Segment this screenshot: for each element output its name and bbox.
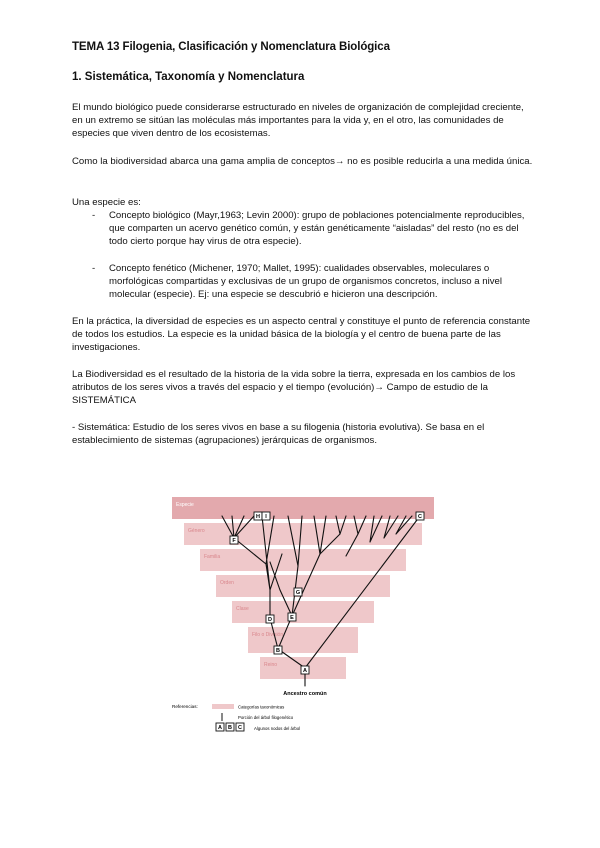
- level-label-familia: Familia: [204, 554, 221, 560]
- paragraph-systematics: - Sistemática: Estudio de los seres vivos en base a su filogenia (historia evolutiva). Se basa en el establecimiento de sistemas (agrupaciones) jerárquicas de organismos.: [72, 422, 485, 446]
- species-concept-list: [72, 209, 534, 248]
- paragraph-species-lead: Una especie es:: [72, 197, 141, 208]
- tree-node-f: [230, 536, 238, 544]
- list-bullet: -: [92, 210, 96, 221]
- list-item-text: Concepto fenético (Michener, 1970; Mallet, 1995): cualidades observables, moleculares o morfológicas compartidas y exclusivas de un grupo de organismos concretos, incluso a nivel molecular (especie). Ej: una especie se descubrió e hicieron una descripción.: [109, 263, 503, 300]
- paragraph-biodiversity-measure: Como la biodiversidad abarca una gama amplia de conceptos→ no es posible reducirla a una medida única.: [72, 156, 533, 167]
- phylogenetic-tree-figure: [170, 494, 436, 744]
- tree-node-label: D: [268, 617, 272, 624]
- tree-node-label: C: [418, 514, 422, 521]
- tree-node-label: G: [295, 590, 301, 597]
- legend-node-box-b: [226, 723, 234, 731]
- band-filo: [248, 627, 358, 653]
- phylogenetic-tree-svg: [170, 494, 436, 744]
- legend-node-box-c: [236, 723, 244, 731]
- level-label-especie: Especie: [176, 502, 194, 508]
- level-label-orden: Orden: [220, 580, 234, 586]
- tree-node-h: [254, 512, 262, 520]
- legend-band-swatch: [212, 704, 234, 709]
- list-item: [72, 209, 534, 248]
- legend-item-branch: Porción del árbol filogenético: [238, 715, 294, 720]
- legend-node-box-a: [216, 723, 224, 731]
- level-label-clase: Clase: [236, 606, 249, 612]
- tree-node-d: [266, 615, 274, 623]
- legend-node-boxes: [216, 723, 244, 731]
- list-item: [72, 262, 534, 301]
- section-heading: 1. Sistemática, Taxonomía y Nomenclatura: [72, 71, 305, 83]
- tree-node-label: B: [276, 648, 280, 655]
- svg-text:A: A: [218, 725, 222, 732]
- tree-node-c: [416, 512, 424, 520]
- legend-title: Referencias:: [172, 704, 198, 709]
- band-especie: [172, 497, 434, 519]
- legend-item-nodes: Algunos nodos del árbol: [254, 726, 301, 731]
- list-item-text: Concepto biológico (Mayr,1963; Levin 2000): grupo de poblaciones potencialmente reproducibles, que comparten un acervo genético común, y están genéticamente “aisladas” del resto (no es del todo cierto porque hay virus de otra especie).: [109, 210, 525, 247]
- tree-node-label: H: [256, 514, 260, 521]
- legend-item-categories: Categorías taxonómicas: [238, 704, 285, 710]
- document-title: TEMA 13 Filogenia, Clasificación y Nomenclatura Biológica: [72, 41, 390, 53]
- tree-node-e: [288, 613, 296, 621]
- tree-node-b: [274, 646, 282, 654]
- band-familia: [200, 549, 406, 571]
- level-label-reino: Reino: [264, 662, 278, 668]
- paragraph-history: La Biodiversidad es el resultado de la historia de la vida sobre la tierra, expresada en los cambios de los atributos de los seres vivos a través del espacio y el tiempo (evolución)→ Campo de estudio de la SISTEMÁTICA: [72, 369, 516, 406]
- tree-node-label: F: [232, 538, 236, 545]
- tree-node-label: E: [290, 615, 294, 622]
- list-bullet: -: [92, 263, 96, 274]
- svg-text:C: C: [238, 725, 242, 732]
- tree-node-label: I: [265, 514, 267, 521]
- paragraph-intro: El mundo biológico puede considerarse estructurado en niveles de organización de complejidad creciente, en un extremo se sitúan las moléculas más importantes para la vida y, en el otro, las comunidades de especies que viven dentro de los ecosistemas.: [72, 102, 524, 139]
- tree-node-i: [262, 512, 270, 520]
- svg-text:B: B: [228, 725, 232, 732]
- band-orden: [216, 575, 390, 597]
- paragraph-practice: En la práctica, la diversidad de especies es un aspecto central y constituye el punto de referencia constante de todos los estudios. La especie es la unidad básica de la biología y el centro de buena parte de las investigaciones.: [72, 316, 531, 353]
- species-concept-list-2: [72, 262, 534, 301]
- level-label-genero: Género: [188, 528, 205, 534]
- tree-node-label: A: [303, 668, 307, 675]
- root-label: Ancestro común: [283, 691, 327, 697]
- tree-node-g: [294, 588, 302, 596]
- level-label-filo: Filo o División: [252, 632, 284, 638]
- tree-node-a: [301, 666, 309, 674]
